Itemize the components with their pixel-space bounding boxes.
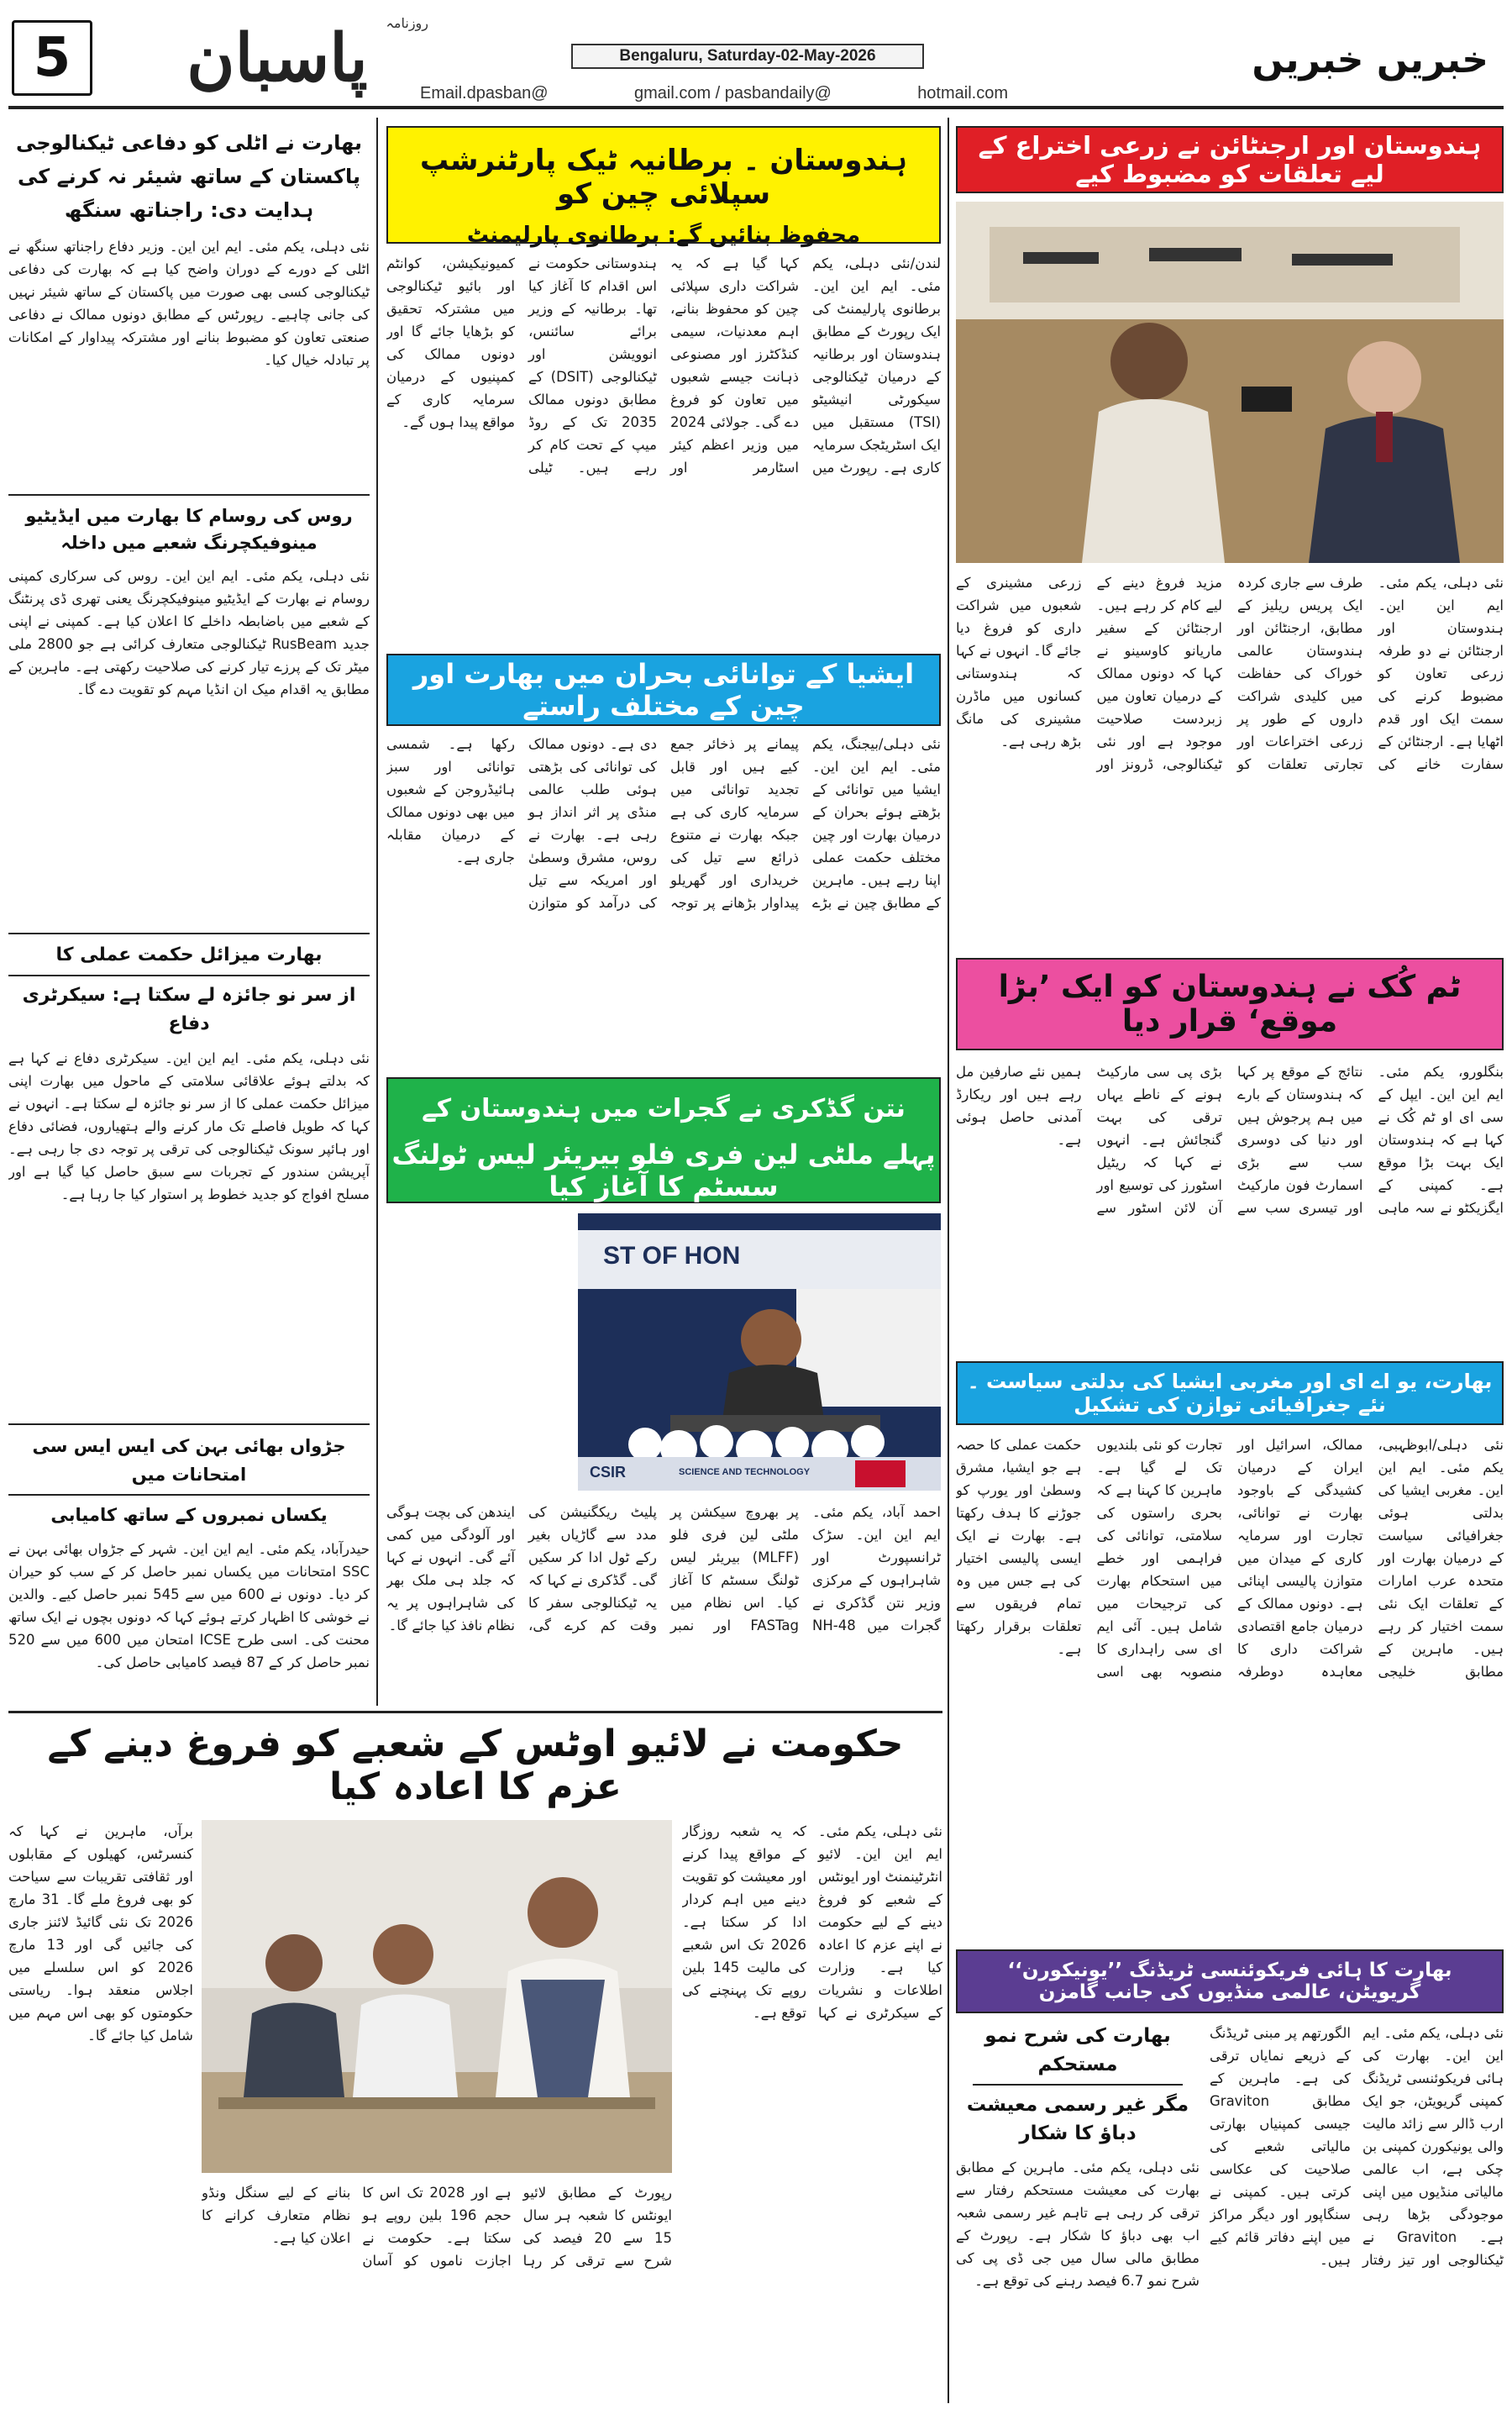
left-col bbox=[8, 126, 370, 1706]
uae-headline: بھارت، یو اے ای اور مغربی ایشیا کی بدلتی سیاست ۔ نئے جغرافیائی توازن کی تشکیل bbox=[967, 1370, 1493, 1417]
uk-headline-1: ہندوستان ۔ برطانیہ ٹیک پارٹنرشپ سپلائی چین کو bbox=[419, 144, 907, 211]
left-h2: روس کی روسام کا بھارت میں ایڈیٹیو مینوفیکچرنگ شعبے میں داخلہ bbox=[25, 506, 353, 553]
gadkari-photo-label-1: CSIR bbox=[590, 1464, 627, 1481]
left-t1: نئی دہلی، یکم مئی۔ ایم این این۔ وزیر دفاع راجناتھ سنگھ نے اٹلی کے دورے کے دوران واضح کیا ہے کہ بھارت کی دفاعی ٹیکنالوجی کسی بھی صورت میں پاکستان کے ساتھ شیئر نہیں کی جانی چاہیے۔ رپورٹس کے مطابق دونوں ممالک نے دفاعی صنعتی تعاون کو مضبوط بنانے اور مشترکہ پیداوار کے امکانات پر تبادلہ خیال کیا۔ bbox=[8, 239, 370, 368]
email-line bbox=[420, 84, 1008, 106]
uk-headline-2: محفوظ بنائیں گے: برطانوی پارلیمنٹ bbox=[466, 223, 861, 248]
fx-article-2: نئی دہلی، یکم مئی۔ ماہرین کے مطابق بھارت کی معیشت مستحکم رفتار سے ترقی کر رہی ہے تاہم غیر رسمی شعبہ اب بھی دباؤ کا شکار ہے۔ رپورٹ کے مطابق مالی سال میں جی ڈی پی کی شرح نمو 6.7 فیصد رہنے کی توقع ہے۔ bbox=[956, 2159, 1200, 2289]
email-gmail[interactable]: gmail.com / pasbandaily@ bbox=[633, 84, 832, 103]
tim-article: بنگلورو، یکم مئی۔ ایم این این۔ ایپل کے سی ای او ٹم کُک نے کہا ہے کہ ہندوستان ایک بہت بڑا موقع ہے۔ کمپنی کے ایگزیکٹو نے سہ ماہی نتائج کے موقع پر کہا کہ ہندوستان کے بارے میں ہم پرجوش ہیں اور دنیا کی دوسری سب سے بڑی اسمارٹ فون مارکیٹ اور تیسری سب سے بڑی پی سی مارکیٹ ہونے کے ناطے یہاں ترقی کی بہت گنجائش ہے۔ انہوں نے کہا کہ ریٹیل اسٹورز کی توسیع اور آن لائن اسٹور سے ہمیں نئے صارفین مل رہے ہیں اور ریکارڈ آمدنی حاصل ہوئی ہے۔ bbox=[956, 1064, 1504, 1216]
left-t2: نئی دہلی، یکم مئی۔ ایم این این۔ روس کی سرکاری کمپنی روسام نے بھارت کے ایڈیٹیو مینوفیکچرنگ یعنی تھری ڈی پرنٹنگ کے شعبے میں باضابطہ داخلے کا اعلان کیا ہے۔ کمپنی نے اپنی جدید RusBeam ٹیکنالوجی متعارف کرائی ہے جو 2800 ملی میٹر تک کے پرزے تیار کرنے کی صلاحیت رکھتی ہے۔ ماہرین کے مطابق یہ اقدام میک ان انڈیا مہم کو تقویت دے گا۔ bbox=[8, 568, 370, 697]
divider-left bbox=[376, 118, 378, 1706]
tim-headline: ٹم کُک نے ہندوستان کو ایک ’بڑا موقع‘ قرار دیا bbox=[998, 970, 1462, 1039]
fx-headline-box bbox=[956, 1949, 1504, 2013]
bottom-article-right: نئی دہلی، یکم مئی۔ ایم این این۔ لائیو انٹرٹینمنٹ اور ایونٹس کے شعبے کو فروغ دینے کے لیے حکومت نے اپنے عزم کا اعادہ کیا ہے۔ وزارت اطلاعات و نشریات کے سیکرٹری نے کہا کہ یہ شعبہ روزگار کے مواقع پیدا کرنے اور معیشت کو تقویت دینے میں اہم کردار ادا کر سکتا ہے۔ 2026 تک اس شعبے کی مالیت 145 بلین روپے تک پہنچنے کی توقع ہے۔ bbox=[682, 1823, 942, 2021]
divider-right bbox=[948, 118, 949, 2403]
bottom-photo-svg bbox=[202, 1820, 672, 2173]
fx-sub-headline-2: مگر غیر رسمی معیشت دباؤ کا شکار bbox=[966, 2094, 1189, 2144]
logo-brand: پاسبان bbox=[186, 19, 368, 97]
uae-headline-box bbox=[956, 1361, 1504, 1425]
masthead bbox=[0, 0, 1512, 113]
uk-headline-box bbox=[386, 126, 941, 248]
left-h3: بھارت میزائل حکمت عملی کا bbox=[55, 944, 323, 965]
logo-tagline: روزنامہ bbox=[386, 15, 428, 31]
fx-sub-block bbox=[956, 2022, 1200, 2400]
city-date: Bengaluru, Saturday-02-May-2026 bbox=[619, 47, 876, 65]
agri-photo bbox=[956, 202, 1504, 563]
asia-headline-box bbox=[386, 654, 941, 726]
page-number bbox=[12, 20, 92, 96]
left-h1: بھارت نے اٹلی کو دفاعی ٹیکنالوجی پاکستان کے ساتھ شیئر نہ کرنے کی ہدایت دی: راجناتھ سنگھ bbox=[16, 131, 362, 222]
left-h4: جڑواں بھائی بہن کی ایس ایس سی امتحانات میں bbox=[32, 1436, 346, 1485]
fx-sub-rule bbox=[973, 2084, 1183, 2086]
agri-headline: ہندوستان اور ارجنٹائن نے زرعی اختراع کے لیے تعلقات کو مضبوط کیے bbox=[978, 131, 1482, 188]
agri-photo-svg bbox=[956, 202, 1504, 563]
section-title-box bbox=[1210, 30, 1500, 89]
page-number-text: 5 bbox=[33, 27, 71, 89]
left-rule-2 bbox=[8, 933, 370, 934]
bottom-article-center: رپورٹ کے مطابق لائیو ایونٹس کا شعبہ ہر سال 15 سے 20 فیصد کی شرح سے ترقی کر رہا ہے اور 2028 تک اس کا حجم 196 بلین روپے ہو سکتا ہے۔ حکومت نے اجازت ناموں کو آسان بنانے کے لیے سنگل ونڈو نظام متعارف کرانے کا اعلان کیا ہے۔ bbox=[202, 2185, 672, 2269]
tim-headline-box bbox=[956, 958, 1504, 1050]
bottom-article-left: برآں، ماہرین نے کہا کہ کنسرٹس، کھیلوں کے مقابلوں اور ثقافتی تقریبات سے سیاحت کو بھی فروغ ملے گا۔ 31 مارچ 2026 تک نئی گائیڈ لائنز جاری کی جائیں گی اور 13 مارچ 2026 کو اس سلسلے میں اجلاس منعقد ہوا۔ ریاستی حکومتوں کو بھی اس مہم میں شامل کیا جائے گا۔ bbox=[8, 1823, 193, 2044]
bottom-photo bbox=[202, 1820, 672, 2173]
gadkari-headline-1: نتن گڈکری نے گجرات میں ہندوستان کے bbox=[422, 1094, 906, 1123]
asia-article: نئی دہلی/بیجنگ، یکم مئی۔ ایم این این۔ ایشیا میں توانائی کے بڑھتے ہوئے بحران کے درمیان بھارت اور چین مختلف حکمت عملی اپنا رہے ہیں۔ ماہرین کے مطابق چین نے بڑے پیمانے پر ذخائر جمع کیے ہیں اور قابل تجدید توانائی میں سرمایہ کاری کی ہے جبکہ بھارت نے متنوع ذرائع سے تیل کی خریداری اور گھریلو پیداوار بڑھانے پر توجہ دی ہے۔ دونوں ممالک کی توانائی کی بڑھتی ہوئی طلب عالمی منڈی پر اثر انداز ہو رہی ہے۔ بھارت نے روس، مشرق وسطیٰ اور امریکہ سے تیل کی درآمد کو متوازن رکھا ہے۔ شمسی توانائی اور سبز ہائیڈروجن کے شعبوں میں بھی دونوں ممالک کے درمیان مقابلہ جاری ہے۔ bbox=[386, 736, 941, 911]
left-t3: نئی دہلی، یکم مئی۔ ایم این این۔ سیکرٹری دفاع نے کہا ہے کہ بدلتے ہوئے علاقائی سلامتی کے ماحول میں بھارت اپنی میزائل حکمت عملی کا از سر نو جائزہ لے سکتا ہے۔ انہوں نے کہا کہ طویل فاصلے تک مار کرنے والے ہتھیاروں، فضائی دفاع اور ہائپر سونک ٹیکنالوجی کی ترقی پر توجہ دی جا رہی ہے۔ آپریشن سندور کے تجربات سے سبق حاصل کیا گیا ہے اور مسلح افواج کو جدید خطوط پر استوار کیا جا رہا ہے۔ bbox=[8, 1050, 370, 1202]
left-h3b: از سر نو جائزہ لے سکتا ہے: سیکرٹری دفاع bbox=[8, 975, 370, 1039]
left-rule-3 bbox=[8, 1423, 370, 1425]
section-title: خبریں خبریں bbox=[1252, 38, 1488, 82]
fx-headline: بھارت کا ہائی فریکوئنسی ٹریڈنگ ’’یونیکورن‘‘ گریویٹن، عالمی منڈیوں کی جانب گامزن bbox=[1007, 1959, 1452, 2003]
bottom-headline: حکومت نے لائیو اوٹس کے شعبے کو فروغ دینے کے عزم کا اعادہ کیا bbox=[47, 1723, 904, 1808]
gadkari-headline-box bbox=[386, 1077, 941, 1203]
left-h4b: یکساں نمبروں کے ساتھ کامیابی bbox=[8, 1494, 370, 1529]
left-t4: حیدرآباد، یکم مئی۔ ایم این این۔ شہر کے جڑواں بھائی بہن نے SSC امتحانات میں یکساں نمبر حاصل کر کے سب کو حیران کر دیا۔ دونوں نے 600 میں سے 545 نمبر حاصل کیے۔ والدین نے خوشی کا اظہار کرتے ہوئے کہا کہ دونوں بچوں نے ایک ساتھ محنت کی۔ اسی طرح ICSE امتحان میں 600 میں سے 520 نمبر حاصل کر کے 87 فیصد کامیابی حاصل کی۔ bbox=[8, 1541, 370, 1670]
email-hotmail[interactable]: hotmail.com bbox=[917, 84, 1008, 103]
uk-article: لندن/نئی دہلی، یکم مئی۔ ایم این این۔ برطانوی پارلیمنٹ کی ایک رپورٹ کے مطابق ہندوستان اور برطانیہ کے درمیان ٹیکنالوجی سیکورٹی انیشیٹو (TSI) مستقبل میں ایک اسٹریٹجک سرمایہ کاری ہے۔ رپورٹ میں کہا گیا ہے کہ یہ شراکت داری سپلائی چین کو محفوظ بنانے، اہم معدنیات، سیمی کنڈکٹرز اور مصنوعی ذہانت جیسے شعبوں میں تعاون کو فروغ دے گی۔ جولائی 2024 میں وزیر اعظم کیئر اسٹارمر اور ہندوستانی حکومت نے اس اقدام کا آغاز کیا تھا۔ برطانیہ کے وزیر برائے سائنس، انوویشن اور ٹیکنالوجی (DSIT) کے مطابق دونوں ممالک 2035 تک کے روڈ میپ کے تحت کام کر رہے ہیں۔ ٹیلی کمیونیکیشن، کوانٹم اور بائیو ٹیکنالوجی میں مشترکہ تحقیق کو بڑھایا جائے گا اور دونوں ممالک کی کمپنیوں کے درمیان سرمایہ کاری کے مواقع پیدا ہوں گے۔ bbox=[386, 255, 941, 476]
bottom-rule bbox=[8, 1711, 942, 1713]
left-rule-1 bbox=[8, 494, 370, 496]
masthead-logo bbox=[101, 12, 454, 104]
agri-article: نئی دہلی، یکم مئی۔ ایم این این۔ ہندوستان اور ارجنٹائن نے دو طرفہ زرعی تعاون کو مضبوط کرنے کی سمت ایک اور قدم اٹھایا ہے۔ ارجنٹائن کے سفارت خانے کی طرف سے جاری کردہ ایک پریس ریلیز کے مطابق، ارجنٹائن اور ہندوستان عالمی خوراک کی حفاظت میں کلیدی شراکت داروں کے طور پر زرعی اختراعات اور تجارتی تعلقات کو مزید فروغ دینے کے لیے کام کر رہے ہیں۔ ارجنٹائن کے سفیر ماریانو کاوسینو نے کہا کہ دونوں ممالک کے درمیان تعاون میں زبردست صلاحیت موجود ہے اور نئی ٹیکنالوجی، ڈرونز اور زرعی مشینری کے شعبوں میں شراکت داری کو فروغ دیا جائے گا۔ انہوں نے کہا کہ ہندوستانی کسانوں میں ماڈرن مشینری کی مانگ بڑھ رہی ہے۔ bbox=[956, 575, 1504, 772]
date-bar bbox=[571, 44, 924, 69]
gadkari-headline-2: پہلے ملٹی لین فری فلو بیریئر لیس ٹولنگ سسٹم کا آغاز کیا bbox=[391, 1139, 936, 1202]
masthead-rule bbox=[8, 106, 1504, 109]
gadkari-article: احمد آباد، یکم مئی۔ ایم این این۔ سڑک ٹرانسپورٹ اور شاہراہوں کے مرکزی وزیر نتن گڈکری نے گجرات میں NH-48 پر بھروچ سیکشن پر ملٹی لین فری فلو (MLFF) بیریئر لیس ٹولنگ سسٹم کا آغاز کیا۔ اس نظام میں FASTag اور نمبر پلیٹ ریکگنیشن کی مدد سے گاڑیاں بغیر رکے ٹول ادا کر سکیں گی۔ گڈکری نے کہا کہ یہ ٹیکنالوجی سفر کا وقت کم کرے گی، ایندھن کی بچت ہوگی اور آلودگی میں کمی آئے گی۔ انہوں نے کہا کہ جلد ہی ملک بھر کی شاہراہوں پر یہ نظام نافذ کیا جائے گا۔ bbox=[386, 1504, 941, 1633]
asia-headline: ایشیا کے توانائی بحران میں بھارت اور چین کے مختلف راستے bbox=[412, 658, 915, 722]
gadkari-photo-caption: ST OF HON bbox=[603, 1242, 741, 1270]
agri-headline-box bbox=[956, 126, 1504, 193]
gadkari-photo bbox=[578, 1213, 941, 1491]
gadkari-photo-label-2: SCIENCE AND TECHNOLOGY bbox=[679, 1467, 811, 1477]
email-label[interactable]: Email.dpasban@ bbox=[420, 84, 549, 103]
uae-article: نئی دہلی/ابوظہبی، یکم مئی۔ ایم این این۔ مغربی ایشیا کی بدلتی ہوئی جغرافیائی سیاست کے درمیان بھارت اور متحدہ عرب امارات کے تعلقات ایک نئی سمت اختیار کر رہے ہیں۔ ماہرین کے مطابق خلیجی ممالک، اسرائیل اور ایران کے درمیان کشیدگی کے باوجود بھارت نے توانائی، تجارت اور سرمایہ کاری کے میدان میں متوازن پالیسی اپنائی ہے۔ دونوں ممالک کے درمیان جامع اقتصادی شراکت داری کا معاہدہ دوطرفہ تجارت کو نئی بلندیوں تک لے گیا ہے۔ ماہرین کا کہنا ہے کہ بحری راستوں کی سلامتی، توانائی کی فراہمی اور خطے میں استحکام بھارت کی ترجیحات میں شامل ہیں۔ آئی ایم ای سی راہداری کا منصوبہ بھی اسی حکمت عملی کا حصہ ہے جو ایشیا، مشرق وسطیٰ اور یورپ کو جوڑنے کا ہدف رکھتا ہے۔ بھارت نے ایک ایسی پالیسی اختیار کی ہے جس میں وہ تمام فریقوں سے تعلقات برقرار رکھتا ہے۔ bbox=[956, 1437, 1504, 1680]
fx-sub-headline-1: بھارت کی شرح نمو مستحکم bbox=[984, 2025, 1171, 2075]
fx-article: نئی دہلی، یکم مئی۔ ایم این این۔ بھارت کی ہائی فریکوئنسی ٹریڈنگ کمپنی گریویٹن، جو ایک ارب ڈالر سے زائد مالیت والی یونیکورن کمپنی بن چکی ہے، اب عالمی مالیاتی منڈیوں میں اپنی موجودگی بڑھا رہی ہے۔ Graviton نے ٹیکنالوجی اور تیز رفتار الگورتھم پر مبنی ٹریڈنگ کے ذریعے نمایاں ترقی کی ہے۔ ماہرین کے مطابق Graviton جیسی کمپنیاں بھارتی مالیاتی شعبے کی صلاحیت کی عکاسی کرتی ہیں۔ کمپنی نے سنگاپور اور دیگر مراکز میں اپنے دفاتر قائم کیے ہیں۔ bbox=[1210, 2025, 1504, 2268]
